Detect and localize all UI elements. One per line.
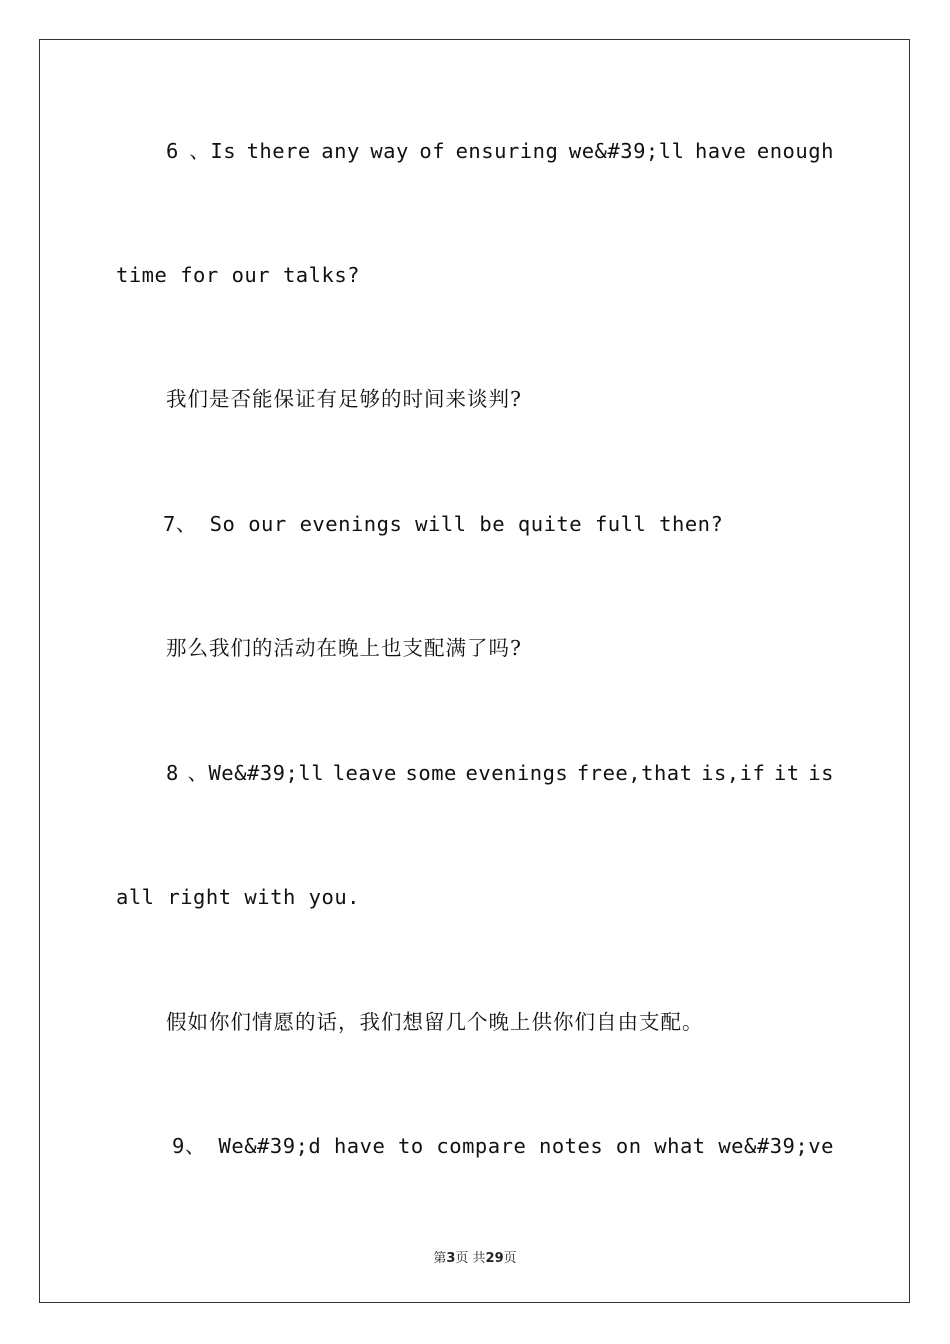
word: free,that bbox=[576, 761, 693, 785]
word: is,if bbox=[701, 761, 766, 785]
word: We&#39;d bbox=[218, 1134, 322, 1158]
word: 、Is bbox=[189, 139, 237, 163]
word: 8 bbox=[166, 761, 179, 785]
text-content bbox=[166, 759, 834, 787]
text-line-8-translation bbox=[166, 1008, 704, 1036]
word: notes bbox=[539, 1134, 604, 1158]
text-line-8a bbox=[166, 759, 834, 787]
text-line-6-translation bbox=[166, 385, 522, 413]
footer-prefix: 第 bbox=[433, 1251, 447, 1266]
word: have bbox=[694, 139, 747, 163]
text-content bbox=[172, 1132, 834, 1160]
text-content: 7、 So our evenings will be quite full then? bbox=[163, 512, 724, 536]
text-content: 那么我们的活动在晚上也支配满了吗? bbox=[166, 636, 522, 660]
text-content bbox=[166, 137, 834, 165]
word: of bbox=[419, 139, 446, 163]
page-border bbox=[39, 39, 910, 1303]
word: 9、 bbox=[172, 1134, 206, 1158]
footer-page-number: 3 bbox=[446, 1251, 456, 1266]
word: some bbox=[405, 761, 457, 785]
text-line-7-translation bbox=[166, 634, 522, 662]
word: we&#39;ll bbox=[568, 139, 685, 163]
page-footer bbox=[0, 1247, 950, 1266]
word: evenings bbox=[465, 761, 569, 785]
footer-suffix: 页 bbox=[503, 1251, 517, 1266]
text-line-8b bbox=[116, 883, 360, 911]
text-line-6a bbox=[166, 137, 834, 165]
word: way bbox=[370, 139, 409, 163]
text-content: all right with you. bbox=[116, 885, 360, 909]
word: what bbox=[654, 1134, 706, 1158]
word: any bbox=[321, 139, 360, 163]
word: on bbox=[615, 1134, 642, 1158]
word: enough bbox=[756, 139, 834, 163]
word: have bbox=[333, 1134, 386, 1158]
word: 、We&#39;ll bbox=[187, 761, 325, 785]
text-line-6b bbox=[116, 261, 360, 289]
text-content: 我们是否能保证有足够的时间来谈判? bbox=[166, 387, 522, 411]
word: there bbox=[246, 139, 311, 163]
footer-total-pages: 29 bbox=[485, 1251, 504, 1266]
text-line-7 bbox=[163, 510, 723, 538]
text-content: 假如你们情愿的话，我们想留几个晚上供你们自由支配。 bbox=[166, 1010, 704, 1034]
word: ensuring bbox=[455, 139, 559, 163]
word: 6 bbox=[166, 139, 179, 163]
word: it bbox=[773, 761, 800, 785]
word: leave bbox=[332, 761, 397, 785]
word: we&#39;ve bbox=[718, 1134, 834, 1158]
word: is bbox=[808, 761, 834, 785]
word: compare bbox=[436, 1134, 527, 1158]
word: to bbox=[398, 1134, 424, 1158]
footer-mid: 页 共 bbox=[455, 1251, 486, 1266]
text-line-9a bbox=[172, 1132, 834, 1160]
text-content: time for our talks? bbox=[116, 263, 360, 287]
